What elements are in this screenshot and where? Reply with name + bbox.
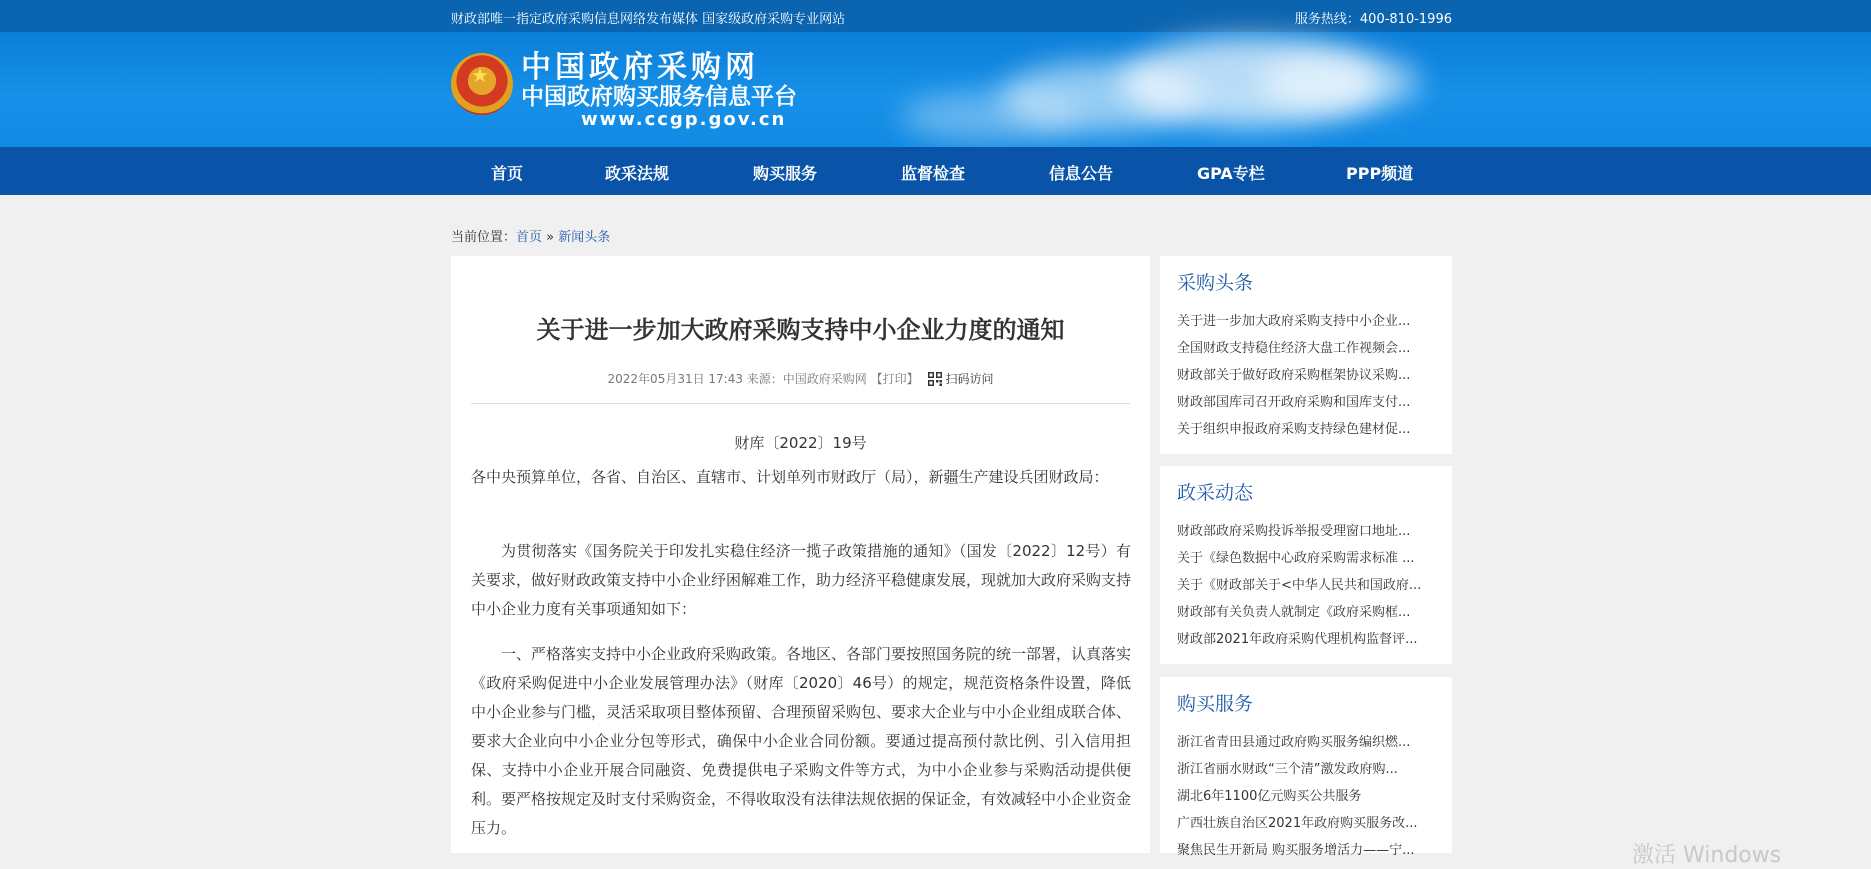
sidebar-link[interactable]: 聚焦民生开新局 购买服务增活力——宁... bbox=[1177, 843, 1415, 858]
sidebar-link[interactable]: 财政部政府采购投诉举报受理窗口地址... bbox=[1177, 524, 1411, 539]
sidebar-link[interactable]: 关于《绿色数据中心政府采购需求标准 ... bbox=[1177, 551, 1415, 566]
logo-subtitle: 中国政府购买服务信息平台 bbox=[521, 84, 797, 110]
national-emblem-icon: ★ bbox=[451, 53, 513, 115]
breadcrumb-home-link[interactable]: 首页 bbox=[516, 230, 543, 245]
sidebar-link[interactable]: 关于组织申报政府采购支持绿色建材促... bbox=[1177, 422, 1411, 437]
breadcrumb-current-link[interactable]: 新闻头条 bbox=[558, 230, 611, 245]
logo-title: 中国政府采购网 bbox=[521, 50, 759, 85]
qr-code-icon[interactable] bbox=[928, 372, 942, 386]
sidebar-link[interactable]: 财政部有关负责人就制定《政府采购框... bbox=[1177, 605, 1411, 620]
service-hotline: 服务热线：400-810-1996 bbox=[1294, 12, 1452, 27]
nav-item-regulations[interactable]: 政采法规 bbox=[605, 164, 670, 183]
sidebar-link[interactable]: 财政部2021年政府采购代理机构监督评... bbox=[1177, 632, 1418, 647]
sidebar-link[interactable]: 广西壮族自治区2021年政府购买服务改... bbox=[1177, 816, 1418, 831]
article-paragraph-salutation: 各中央预算单位，各省、自治区、直辖市、计划单列市财政厅（局），新疆生产建设兵团财政局： bbox=[471, 468, 1109, 486]
nav-item-ppp[interactable]: PPP频道 bbox=[1346, 164, 1414, 183]
nav-item-gpa[interactable]: GPA专栏 bbox=[1197, 164, 1265, 183]
main-nav bbox=[0, 147, 1871, 195]
article-paragraph-section-1: 一、严格落实支持中小企业政府采购政策。各地区、各部门要按照国务院的统一部署，认真落实《政府采购促进中小企业发展管理办法》（财库〔2020〕46号）的规定，规范资格条件设置，降低中小企业参与门槛，灵活采取项目整体预留、合理预留采购包、要求大企业与中小企业组成联合体、要求大企业向中小企业分包等形式，确保中小企业合同份额。要通过提高预付款比例、引入信用担保、支持中小企业开展合同融资、免费提供电子采购文件等方式，为中小企业参与采购活动提供便利。要严格按规定及时支付采购资金，不得收取没有法律法规依据的保证金，有效减轻中小企业资金压力。 bbox=[471, 645, 1132, 837]
sidebar-list-headlines bbox=[1177, 308, 1440, 443]
sidebar-title-services[interactable]: 购买服务 bbox=[1177, 693, 1254, 715]
site-logo[interactable] bbox=[451, 51, 851, 131]
sidebar-link[interactable]: 关于进一步加大政府采购支持中小企业... bbox=[1177, 314, 1411, 329]
sidebar-box-news bbox=[1160, 466, 1452, 664]
windows-activation-watermark: 激活 Windows bbox=[1632, 843, 1782, 868]
breadcrumb bbox=[451, 226, 610, 245]
sidebar-link[interactable]: 全国财政支持稳住经济大盘工作视频会... bbox=[1177, 341, 1411, 356]
nav-item-announcements[interactable]: 信息公告 bbox=[1049, 164, 1114, 183]
article-paragraph-intro: 为贯彻落实《国务院关于印发扎实稳住经济一揽子政策措施的通知》（国发〔2022〕12号）有关要求，做好财政政策支持中小企业纾困解难工作，助力经济平稳健康发展，现就加大政府采购支持中小企业力度有关事项通知如下： bbox=[471, 542, 1132, 618]
sidebar-link[interactable]: 财政部国库司召开政府采购和国库支付... bbox=[1177, 395, 1411, 410]
article-meta bbox=[451, 370, 1150, 387]
sidebar-link[interactable]: 浙江省丽水财政“三个清”激发政府购... bbox=[1177, 762, 1398, 777]
title-divider bbox=[471, 403, 1130, 404]
document-number: 财库〔2022〕19号 bbox=[734, 434, 867, 452]
logo-url: www.ccgp.gov.cn bbox=[581, 109, 787, 130]
article-panel bbox=[451, 256, 1150, 853]
site-slogan: 财政部唯一指定政府采购信息网络发布媒体 国家级政府采购专业网站 bbox=[451, 12, 846, 27]
article-title: 关于进一步加大政府采购支持中小企业力度的通知 bbox=[536, 316, 1065, 344]
sidebar-box-services bbox=[1160, 677, 1452, 858]
top-info-bar bbox=[0, 0, 1871, 32]
site-banner bbox=[0, 32, 1871, 147]
sidebar-list-news bbox=[1177, 518, 1440, 653]
sidebar-link[interactable]: 关于《财政部关于<中华人民共和国政府... bbox=[1177, 578, 1422, 593]
sidebar-title-news[interactable]: 政采动态 bbox=[1177, 482, 1254, 504]
nav-item-supervision[interactable]: 监督检查 bbox=[901, 164, 966, 183]
sidebar-list-services bbox=[1177, 729, 1440, 864]
nav-item-purchase-services[interactable]: 购买服务 bbox=[753, 164, 818, 183]
breadcrumb-separator: » bbox=[546, 230, 555, 245]
sidebar-title-headlines[interactable]: 采购头条 bbox=[1177, 272, 1254, 294]
nav-item-home[interactable]: 首页 bbox=[491, 164, 524, 183]
article-meta-text: 2022年05月31日 17:43 来源：中国政府采购网 【打印】 bbox=[607, 372, 919, 386]
sidebar-link[interactable]: 湖北6年1100亿元购买公共服务 bbox=[1177, 789, 1362, 804]
breadcrumb-prefix: 当前位置： bbox=[451, 230, 517, 245]
scan-access-link[interactable]: 扫码访问 bbox=[945, 372, 994, 386]
sidebar-box-headlines bbox=[1160, 256, 1452, 454]
sidebar-link[interactable]: 浙江省青田县通过政府购买服务编织燃... bbox=[1177, 735, 1411, 750]
sidebar-link[interactable]: 财政部关于做好政府采购框架协议采购... bbox=[1177, 368, 1411, 383]
